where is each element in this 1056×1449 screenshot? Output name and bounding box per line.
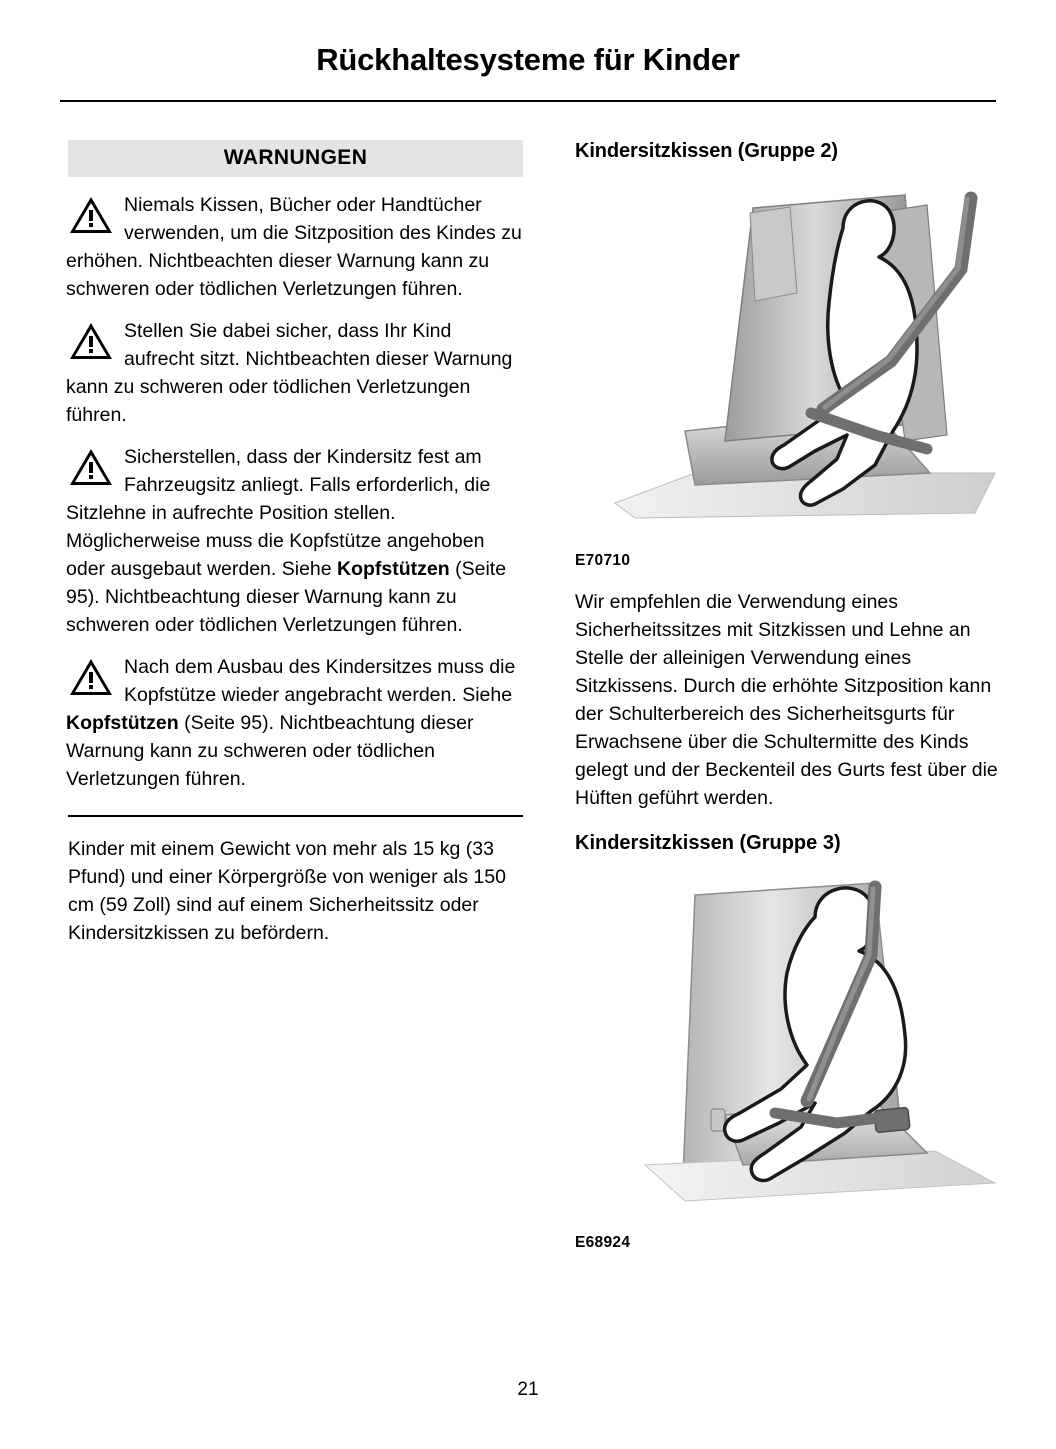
figure-group2 bbox=[575, 173, 1015, 570]
left-body-paragraph: Kinder mit einem Gewicht von mehr als 15 kg (33 Pfund) und einer Körpergröße von weniger als 150 cm (59 Zoll) sind auf einem Sicherheitssitz oder Kindersitzkissen zu befördern. bbox=[68, 838, 506, 944]
cross-reference-kopfstuetzen: Kopfstützen bbox=[66, 712, 179, 734]
warning-text bbox=[66, 443, 523, 639]
warning-item bbox=[66, 443, 523, 639]
heading-kindersitzkissen-gruppe-3: Kindersitzkissen (Gruppe 3) bbox=[575, 832, 841, 854]
warning-triangle-icon bbox=[68, 195, 114, 235]
warning-text-part2: (Seite 95). Nichtbeachtung dieser Warnung kann zu schweren oder tödlichen Verletzungen führen. bbox=[66, 712, 474, 790]
child-booster-seat-group2-illustration bbox=[575, 173, 1015, 543]
right-paragraph: Wir empfehlen die Verwendung eines Sicherheitssitzes mit Sitzkissen und Lehne an Stelle der alleinigen Verwendung eines Sitzkissens. Durch die erhöhte Sitzposition kann der Schulterbereich des Sicherheitsgurts für Erwachsene über die Schultermitte des Kinds gelegt und der Beckenteil des Gurts fest über die Hüften geführt werden. bbox=[575, 591, 998, 809]
warning-text-part1: Nach dem Ausbau des Kindersitzes muss die Kopfstütze wieder angebracht werden. Siehe bbox=[124, 656, 516, 706]
warning-item bbox=[66, 317, 523, 429]
warning-text-part2: (Seite 95). Nichtbeachtung dieser Warnung kann zu schweren oder tödlichen Verletzungen führen. bbox=[66, 558, 507, 636]
figure-group3 bbox=[575, 865, 1015, 1252]
heading-kindersitzkissen-gruppe-2: Kindersitzkissen (Gruppe 2) bbox=[575, 140, 838, 162]
page-title: Rückhaltesysteme für Kinder bbox=[316, 42, 740, 77]
warning-triangle-icon bbox=[68, 321, 114, 361]
header-divider bbox=[60, 100, 996, 102]
figure-code-2: E68924 bbox=[575, 1234, 631, 1251]
warning-text bbox=[66, 653, 523, 793]
warnings-banner: WARNUNGEN bbox=[68, 140, 523, 177]
warning-item bbox=[66, 653, 523, 793]
content-columns bbox=[66, 140, 998, 1252]
warning-text-part1: Sicherstellen, dass der Kindersitz fest am Fahrzeugsitz anliegt. Falls erforderlich, die Sitzlehne in aufrechte Position stellen. Möglicherweise muss die Kopfstütze angehoben oder ausgebaut werden. Siehe bbox=[66, 446, 491, 580]
warning-item bbox=[66, 191, 523, 303]
child-booster-cushion-group3-illustration bbox=[575, 865, 1015, 1225]
warning-text: Niemals Kissen, Bücher oder Handtücher verwenden, um die Sitzposition des Kindes zu erhöhen. Nichtbeachten dieser Warnung kann zu schweren oder tödlichen Verletzungen führen. bbox=[66, 194, 522, 300]
right-column bbox=[575, 140, 1015, 1252]
figure-code-1: E70710 bbox=[575, 552, 631, 569]
left-column bbox=[66, 140, 523, 1252]
warning-triangle-icon bbox=[68, 657, 114, 697]
page-number: 21 bbox=[517, 1379, 539, 1400]
warning-text: Stellen Sie dabei sicher, dass Ihr Kind aufrecht sitzt. Nichtbeachten dieser Warnung kann zu schweren oder tödlichen Verletzungen führen. bbox=[66, 320, 513, 426]
warning-triangle-icon bbox=[68, 447, 114, 487]
page-header bbox=[60, 42, 996, 78]
warning-section-divider bbox=[68, 815, 523, 817]
cross-reference-kopfstuetzen: Kopfstützen bbox=[337, 558, 450, 580]
